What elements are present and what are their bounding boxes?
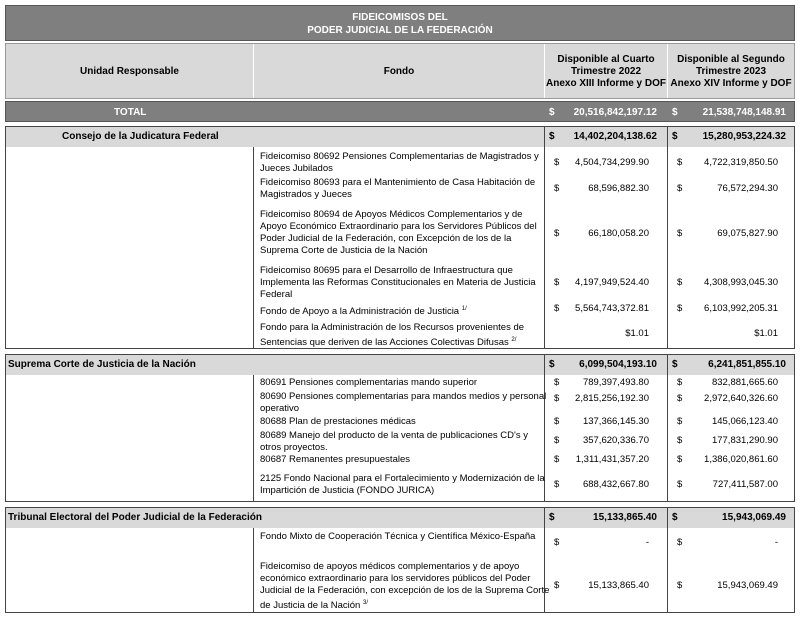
- table-row: [6, 430, 794, 456]
- currency-symbol: $: [549, 131, 555, 142]
- total-row: [5, 101, 795, 122]
- currency-symbol: $: [677, 580, 683, 591]
- currency-symbol: $: [672, 512, 678, 523]
- row-desc: Fideicomiso 80694 de Apoyos Médicos Complementarios y de Apoyo Económico Extraordinario para los Servidores Públicos del Poder Judicial de la Federación, con Excepción de los de la Suprema Corte de Justicia de la Nación: [260, 209, 537, 256]
- row-q4: 4,197,949,524.40: [575, 277, 649, 288]
- section-q4: 6,099,504,193.10: [579, 359, 657, 370]
- row-desc: 80688 Plan de prestaciones médicas: [260, 416, 416, 427]
- currency-symbol: $: [554, 183, 560, 194]
- header-q4-line1: Disponible al Cuarto: [557, 54, 655, 65]
- header-q4-line2: Trimestre 2022: [570, 66, 642, 77]
- currency-symbol: $: [677, 393, 683, 404]
- row-q4: 68,596,882.30: [588, 183, 649, 194]
- currency-symbol: $: [554, 303, 560, 314]
- currency-symbol: $: [672, 359, 678, 370]
- section-tribunal-electoral: [5, 507, 795, 613]
- currency-symbol: $: [554, 228, 560, 239]
- currency-symbol: $: [554, 157, 560, 168]
- currency-symbol: $: [677, 157, 683, 168]
- currency-symbol: $: [677, 416, 683, 427]
- row-q2: 177,831,290.90: [711, 435, 778, 446]
- row-desc: 2125 Fondo Nacional para el Fortalecimiento y Modernización de la Impartición de Justicia (FONDO JURICA): [260, 473, 545, 496]
- row-desc-wrap: [260, 322, 550, 349]
- table-row: [6, 377, 794, 390]
- table-row: [6, 151, 794, 177]
- section-header: [6, 508, 794, 528]
- currency-symbol: $: [677, 183, 683, 194]
- table-header: [5, 43, 795, 99]
- row-q4: 4,504,734,299.90: [575, 157, 649, 168]
- row-desc: Fondo para la Administración de los Recursos provenientes de Sentencias que deriven de las Acciones Colectivas Difusas: [260, 322, 525, 349]
- row-q2: 145,066,123.40: [711, 416, 778, 427]
- table-row: [6, 177, 794, 203]
- table-row: [6, 416, 794, 429]
- row-desc: Fideicomiso 80693 para el Mantenimiento de Casa Habitación de Magistrados y Jueces: [260, 177, 536, 200]
- header-q2-line3: Anexo XIV Informe y DOF: [670, 78, 792, 89]
- row-note: 1/: [461, 306, 467, 312]
- total-q4-currency: $: [549, 107, 555, 118]
- row-q4: 2,815,256,192.30: [575, 393, 649, 404]
- row-q2: 4,308,993,045.30: [704, 277, 778, 288]
- row-desc: 80690 Pensiones complementarias para mandos medios y personal operativo: [260, 391, 547, 414]
- row-q4: $1.01: [625, 328, 649, 339]
- currency-symbol: $: [677, 303, 683, 314]
- total-q4-value: 20,516,842,197.12: [573, 107, 657, 118]
- row-q2: 727,411,587.00: [712, 479, 778, 490]
- section-q2: 15,280,953,224.32: [702, 131, 786, 142]
- row-q4: 66,180,058.20: [588, 228, 649, 239]
- table-row: [6, 209, 794, 259]
- section-q4: 15,133,865.40: [593, 512, 657, 523]
- row-q4: 357,620,336.70: [582, 435, 649, 446]
- section-header: [6, 355, 794, 375]
- section-consejo: [5, 126, 795, 349]
- section-header: [6, 127, 794, 147]
- currency-symbol: $: [554, 580, 560, 591]
- section-q2: 6,241,851,855.10: [708, 359, 786, 370]
- currency-symbol: $: [554, 435, 560, 446]
- row-q2: 1,386,020,861.60: [704, 454, 778, 465]
- row-desc: Fondo de Apoyo a la Administración de Justicia: [260, 306, 460, 318]
- currency-symbol: $: [677, 377, 683, 388]
- currency-symbol: $: [677, 537, 683, 548]
- header-q4-line3: Anexo XIII Informe y DOF: [545, 78, 667, 89]
- total-q2-currency: $: [672, 107, 678, 118]
- table-row: [6, 531, 794, 557]
- total-q2-value: 21,538,748,148.91: [702, 107, 786, 118]
- row-desc-wrap: [260, 303, 550, 318]
- table-row: [6, 391, 794, 417]
- currency-symbol: $: [554, 537, 560, 548]
- header-q2-line1: Disponible al Segundo: [677, 54, 785, 65]
- currency-symbol: $: [549, 512, 555, 523]
- header-q2-line2: Trimestre 2023: [695, 66, 767, 77]
- row-q4: 137,366,145.30: [582, 416, 649, 427]
- table-title-line2: PODER JUDICIAL DE LA FEDERACIÓN: [307, 25, 493, 36]
- row-desc: 80689 Manejo del producto de la venta de publicaciones CD's y otros proyectos.: [260, 430, 528, 453]
- row-q4: 688,432,667.80: [582, 479, 649, 490]
- row-desc: Fideicomiso 80695 para el Desarrollo de Infraestructura que Implementa las Reformas Constitucionales en Materia de Justicia Federal: [260, 265, 536, 300]
- row-q2: 832,881,665.60: [711, 377, 778, 388]
- header-fondo: Fondo: [383, 66, 415, 77]
- currency-symbol: $: [554, 377, 560, 388]
- row-desc: Fondo Mixto de Cooperación Técnica y Científica México-España: [260, 531, 536, 542]
- row-q4: 15,133,865.40: [588, 580, 649, 591]
- row-desc-wrap: [260, 561, 550, 612]
- currency-symbol: $: [554, 479, 560, 490]
- table-row: [6, 473, 794, 499]
- row-q4: -: [645, 537, 649, 548]
- currency-symbol: $: [554, 393, 560, 404]
- row-q2: 4,722,319,850.50: [704, 157, 778, 168]
- section-q2: 15,943,069.49: [722, 512, 786, 523]
- total-label: TOTAL: [114, 107, 147, 118]
- section-q4: 14,402,204,138.62: [573, 131, 657, 142]
- row-desc: Fideicomiso de apoyos médicos complementarios y de apoyo económico extraordinario para los servidores públicos del Poder Judicial de la Federación, con excepción de los de la Suprema Corte de Justicia de la Nación: [260, 561, 550, 612]
- currency-symbol: $: [554, 416, 560, 427]
- table-row: [6, 322, 794, 348]
- section-name: Consejo de la Judicatura Federal: [62, 131, 219, 142]
- currency-symbol: $: [554, 277, 560, 288]
- row-q4: 5,564,743,372.81: [575, 303, 649, 314]
- table-row: [6, 265, 794, 303]
- section-name: Suprema Corte de Justicia de la Nación: [8, 359, 196, 370]
- table-title: [5, 5, 795, 41]
- row-note: 3/: [362, 600, 368, 606]
- row-q2: $1.01: [754, 328, 778, 339]
- currency-symbol: $: [677, 435, 683, 446]
- section-name: Tribunal Electoral del Poder Judicial de la Federación: [8, 512, 262, 523]
- currency-symbol: $: [677, 228, 683, 239]
- row-q2: 6,103,992,205.31: [704, 303, 778, 314]
- currency-symbol: $: [672, 131, 678, 142]
- section-suprema-corte: [5, 354, 795, 502]
- row-q2: -: [774, 537, 778, 548]
- table-row: [6, 303, 794, 317]
- header-q4-2022: [545, 44, 667, 100]
- row-note: 2/: [511, 337, 517, 343]
- table-title-line1: FIDEICOMISOS DEL: [352, 12, 448, 23]
- table-row: [6, 454, 794, 467]
- row-q4: 1,311,431,357.20: [575, 454, 649, 465]
- row-q2: 69,075,827.90: [717, 228, 778, 239]
- row-desc: Fideicomiso 80692 Pensiones Complementarias de Magistrados y Jueces Jubilados: [260, 151, 539, 174]
- currency-symbol: $: [554, 454, 560, 465]
- header-q2-2023: [668, 44, 794, 100]
- currency-symbol: $: [677, 454, 683, 465]
- row-q2: 15,943,069.49: [717, 580, 778, 591]
- header-unidad: Unidad Responsable: [80, 66, 179, 77]
- row-q2: 76,572,294.30: [717, 183, 778, 194]
- row-desc: 80691 Pensiones complementarias mando superior: [260, 377, 478, 388]
- currency-symbol: $: [549, 359, 555, 370]
- row-desc: 80687 Remanentes presupuestales: [260, 454, 410, 465]
- currency-symbol: $: [677, 479, 683, 490]
- currency-symbol: $: [677, 277, 683, 288]
- row-q2: 2,972,640,326.60: [704, 393, 778, 404]
- table-row: [6, 561, 794, 611]
- row-q4: 789,397,493.80: [582, 377, 649, 388]
